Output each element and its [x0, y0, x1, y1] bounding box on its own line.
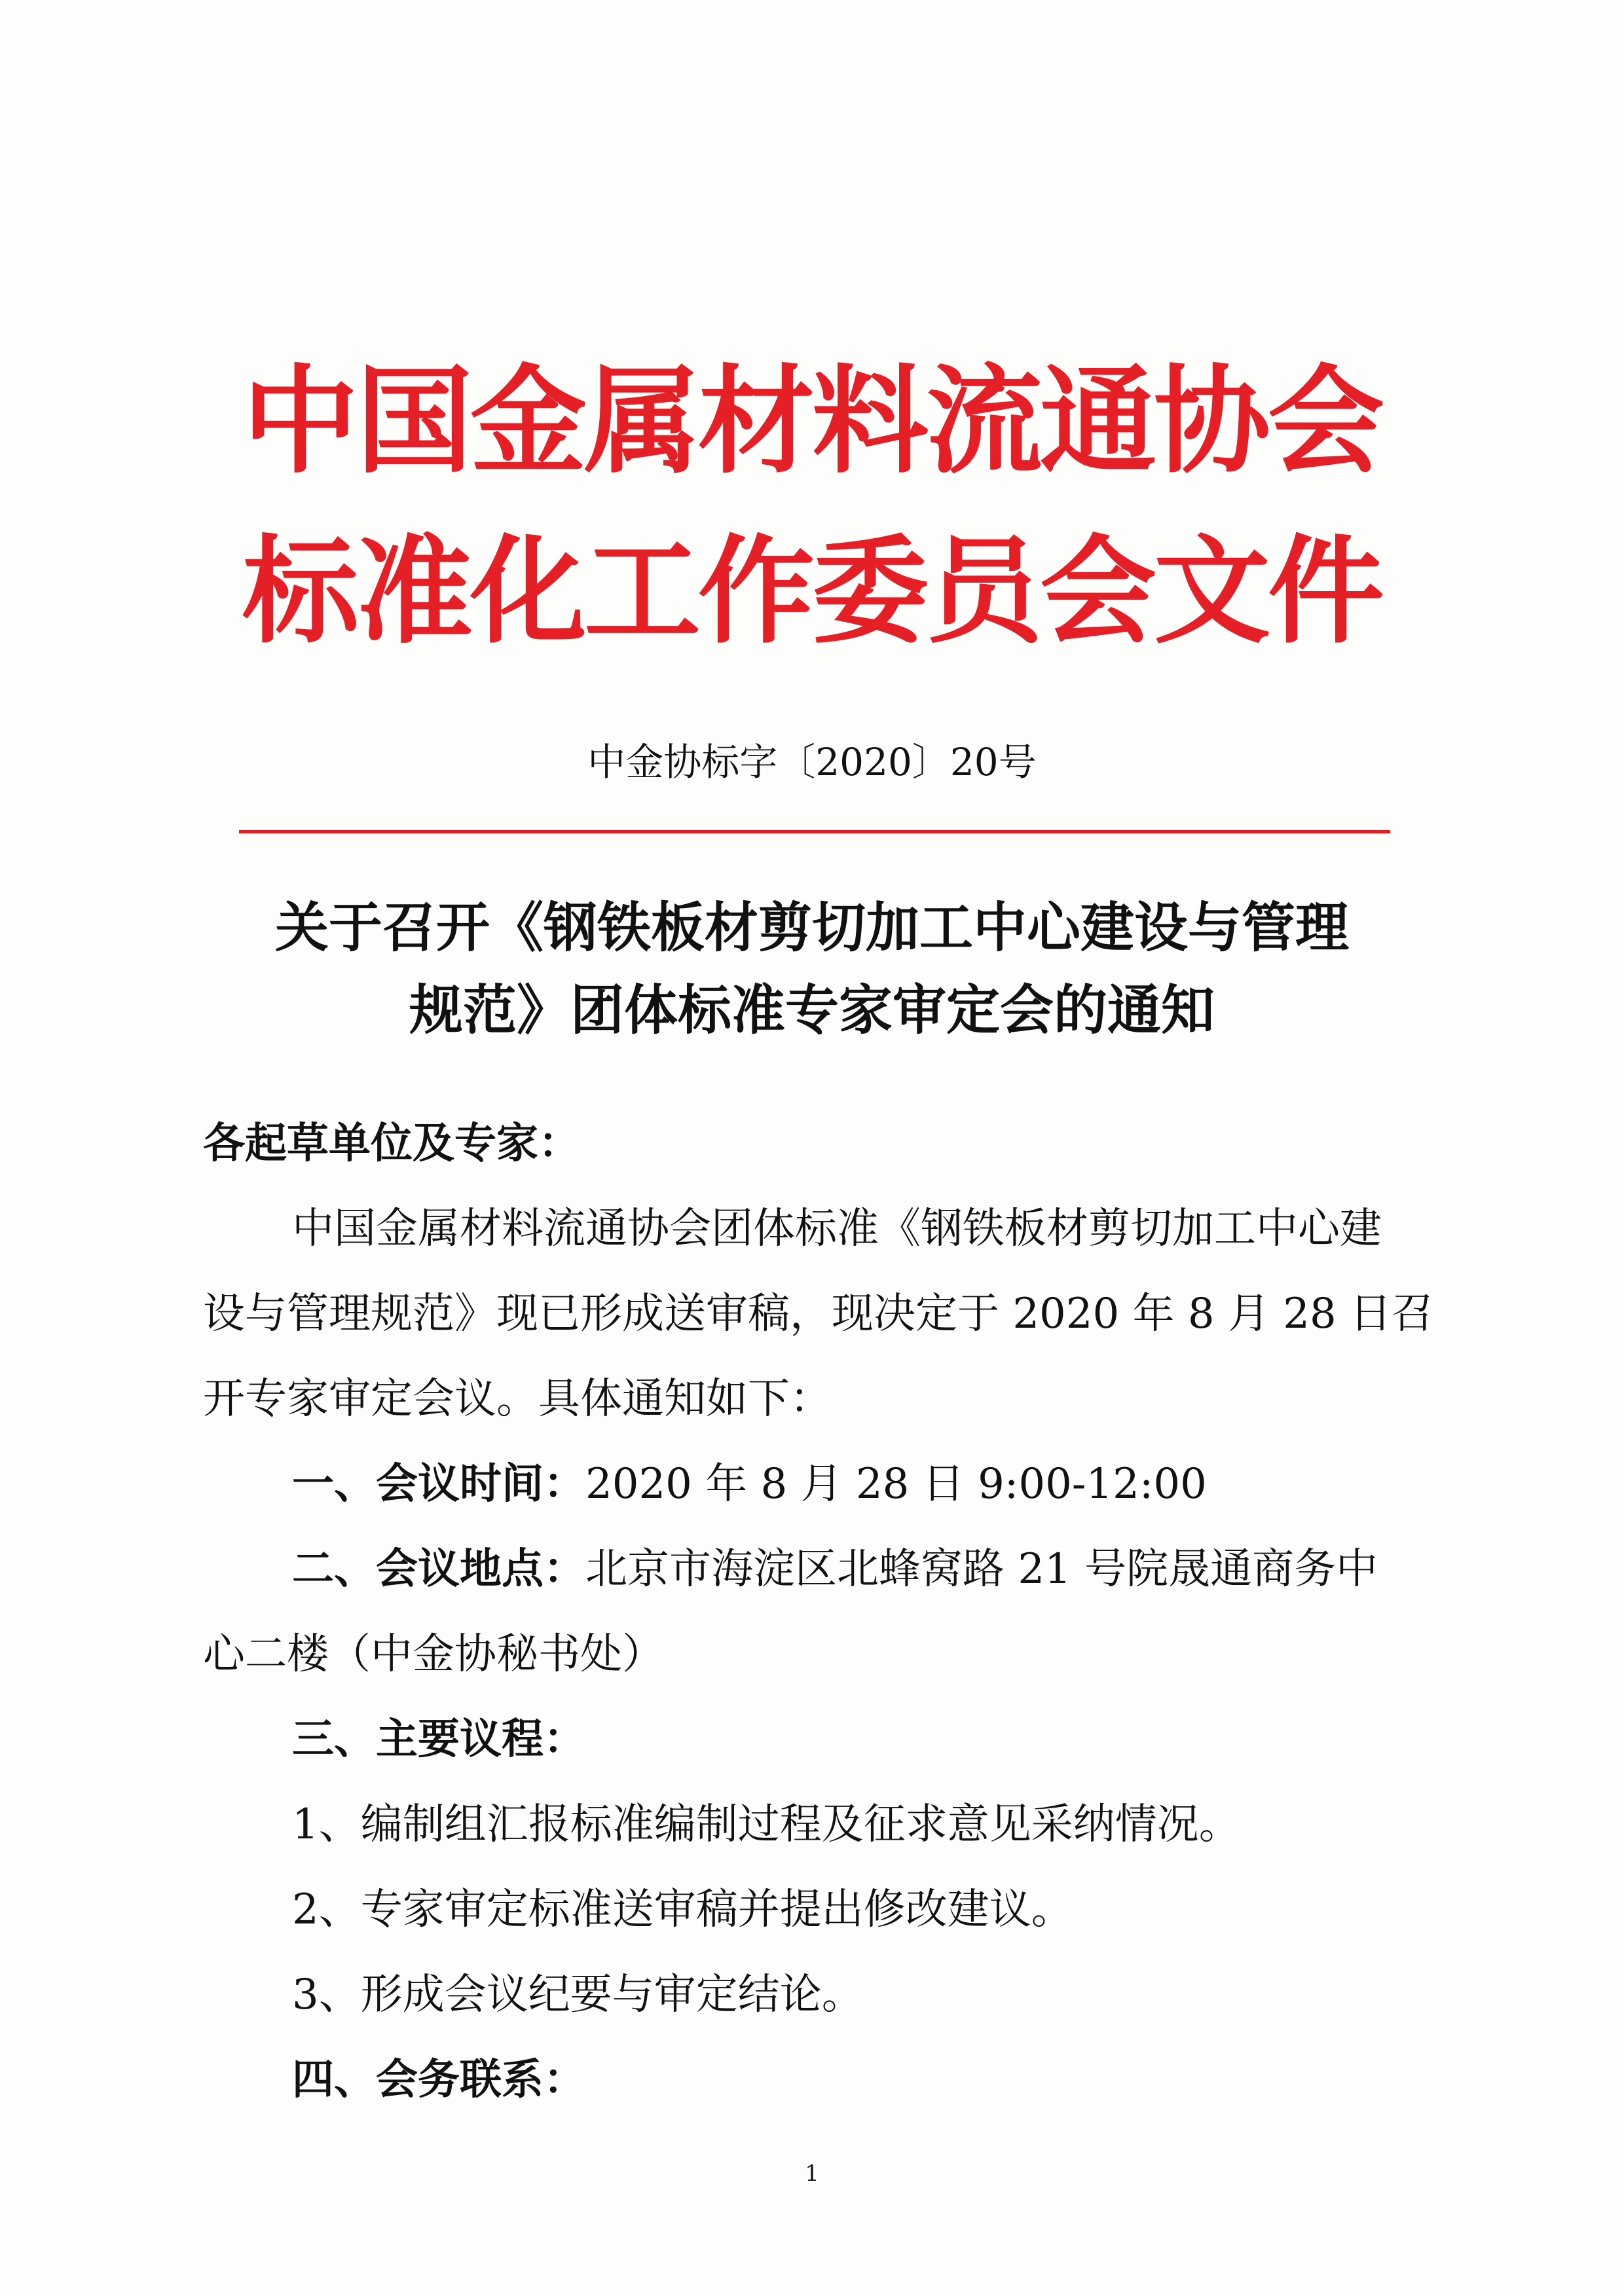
meeting-time-label: 一、会议时间： [292, 1460, 585, 1508]
agenda-item-2: 2、专家审定标准送审稿并提出修改建议。 [292, 1886, 1073, 1934]
contact-label: 四、会务联系： [292, 2056, 585, 2104]
notice-title-line-1: 关于召开《钢铁板材剪切加工中心建设与管理 [274, 897, 1349, 959]
document-number: 中金协标字〔2020〕20号 [587, 740, 1037, 784]
red-divider-line [239, 830, 1390, 833]
meeting-place-value-line-2: 心二楼（中金协秘书处） [203, 1630, 664, 1679]
meeting-place-label: 二、会议地点： [292, 1545, 585, 1594]
agenda-item-1: 1、编制组汇报标准编制过程及征求意见采纳情况。 [292, 1800, 1241, 1849]
meeting-place-row [292, 1545, 1378, 1594]
notice-title-line-2: 规范》团体标准专家审定会的通知 [409, 979, 1215, 1042]
agenda-item-3: 3、形成会议纪要与审定结论。 [292, 1971, 864, 2019]
intro-line-1: 中国金属材料流通协会团体标准《钢铁板材剪切加工中心建 [292, 1205, 1382, 1253]
meeting-place-value-line-1: 北京市海淀区北蜂窝路 21 号院晟通商务中 [585, 1545, 1378, 1594]
organization-title-line-2: 标准化工作委员会文件 [242, 524, 1382, 659]
organization-title-line-1: 中国金属材料流通协会 [242, 354, 1382, 489]
meeting-time-row [292, 1460, 1207, 1508]
intro-line-2: 设与管理规范》现已形成送审稿，现决定于 2020 年 8 月 28 日召 [203, 1290, 1434, 1338]
agenda-label: 三、主要议程： [292, 1715, 585, 1764]
intro-line-3: 开专家审定会议。具体通知如下： [203, 1375, 832, 1423]
page-number: 1 [805, 2160, 819, 2187]
meeting-time-value: 2020 年 8 月 28 日 9:00-12:00 [585, 1460, 1207, 1508]
salutation: 各起草单位及专家： [203, 1120, 580, 1168]
